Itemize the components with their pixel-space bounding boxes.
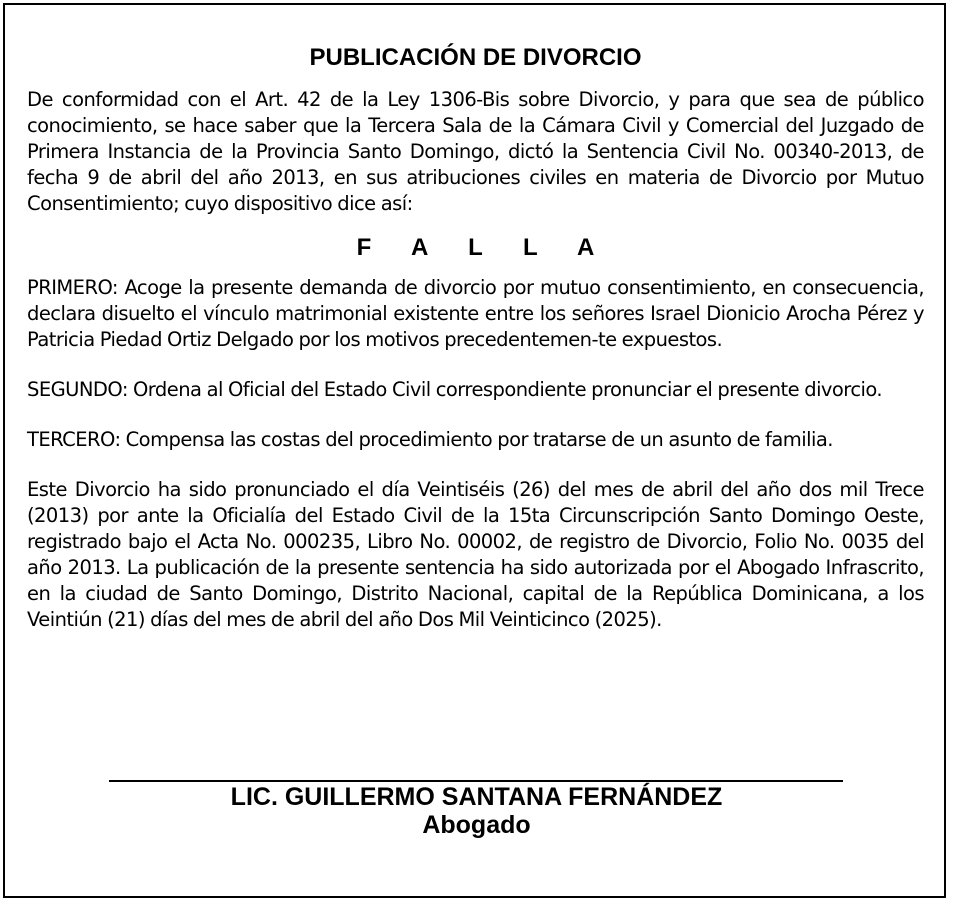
signer-role: Abogado xyxy=(422,811,531,839)
intro-paragraph: De conformidad con el Art. 42 de la Ley 1306-Bis sobre Divorcio, y para que sea de público conocimiento, se hace saber que la Tercera Sala de la Cámara Civil y Comercial del Juzgado de Primera Instancia de la Provincia Santo Domingo, dictó la Sentencia Civil No. 00340-2013, de fecha 9 de abril del año 2013, en sus atribuciones civiles en materia de Divorcio por Mutuo Consentimiento; cuyo dispositivo dice así: xyxy=(27,88,924,215)
notice-title: PUBLICACIÓN DE DIVORCIO xyxy=(309,44,642,71)
primero-paragraph: PRIMERO: Acoge la presente demanda de divorcio por mutuo consentimiento, en consecuencia, declara disuelto el vínculo matrimonial existente entre los señores Israel Dionicio Arocha Pérez y Patricia Piedad Ortiz Delgado por los motivos precedentemen-te expuestos. xyxy=(27,276,924,351)
signer-name: LIC. GUILLERMO SANTANA FERNÁNDEZ xyxy=(230,783,723,811)
segundo-paragraph: SEGUNDO: Ordena al Oficial del Estado Civil correspondiente pronunciar el presente divorcio. xyxy=(27,378,883,401)
tercero-paragraph: TERCERO: Compensa las costas del procedimiento por tratarse de un asunto de familia. xyxy=(27,428,833,451)
ruling-heading: F A L L A xyxy=(356,234,612,261)
signature-line xyxy=(109,780,843,782)
closing-paragraph: Este Divorcio ha sido pronunciado el día Veintiséis (26) del mes de abril del año dos mil Trece (2013) por ante la Oficialía del Estado Civil de la 15ta Circunscripción Santo Domingo Oeste, registrado bajo el Acta No. 000235, Libro No. 00002, de registro de Divorcio, Folio No. 0035 del año 2013. La publicación de la presente sentencia ha sido autorizada por el Abogado Infrascrito, en la ciudad de Santo Domingo, Distrito Nacional, capital de la República Dominicana, a los Veintiún (21) días del mes de abril del año Dos Mil Veinticinco (2025). xyxy=(27,478,924,631)
notice-body xyxy=(27,5,924,633)
notice-frame xyxy=(3,3,946,898)
